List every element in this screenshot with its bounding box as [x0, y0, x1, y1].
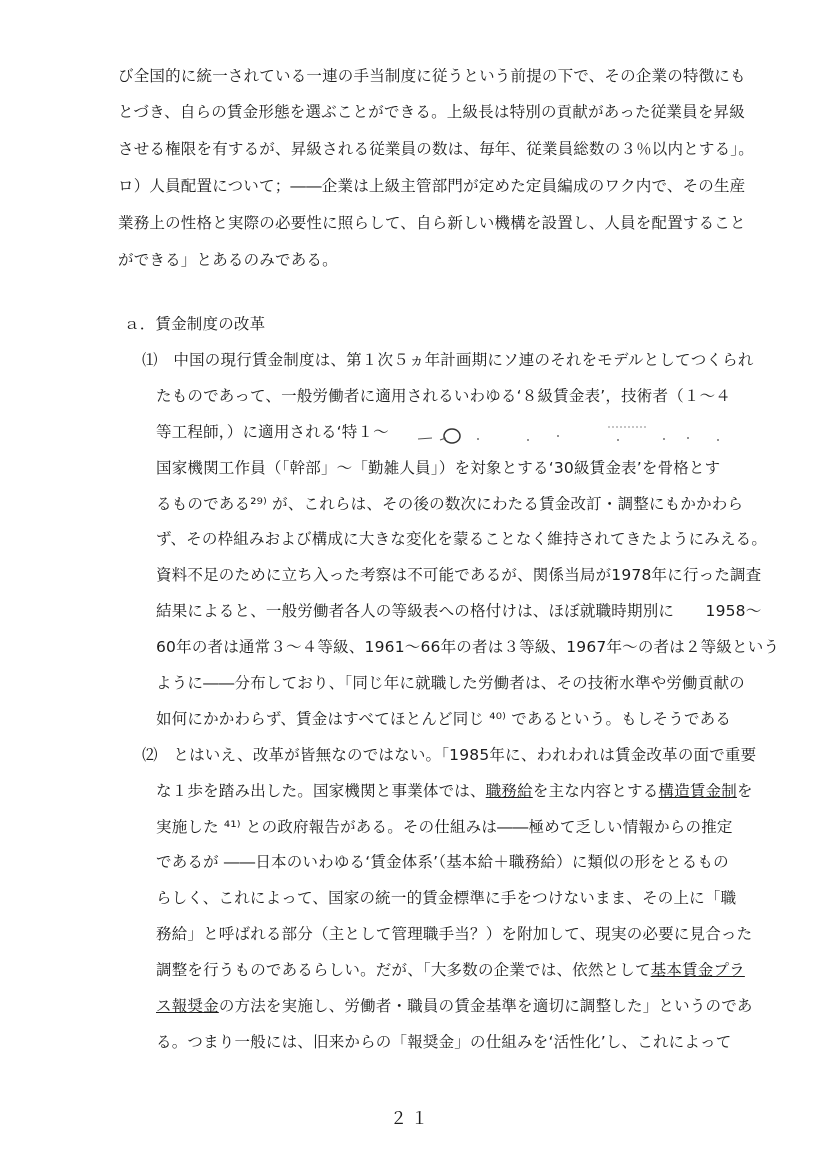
text-line: とづき、自らの賃金形態を選ぶことができる。上級長は特別の貢献があった従業員を昇級 [118, 103, 745, 121]
paragraph-line: 60年の者は通常３～４等級、1961～66年の者は３等級、1967年～の者は２等級という [156, 638, 780, 656]
paragraph-line: であるが ――日本のいわゆる‘賃金体系’（基本給＋職務給）に類似の形をとるもの [156, 853, 729, 871]
text-line: ロ）人員配置について；――企業は上級主管部門が定めた定員編成のワク内で、その生産 [118, 177, 746, 195]
paragraph-line [156, 781, 753, 801]
paragraph-line: る。つまり一般には、旧来からの「報奨金」の仕組みを‘活性化’し、これによって [156, 1033, 732, 1051]
paragraph-line: ⑴ 中国の現行賃金制度は、第１次５ヵ年計画期にソ連のそれをモデルとしてつくられ [142, 351, 754, 369]
paragraph-line: 結果によると、一般労働者各人の等級表への格付けは、ほぼ就職時期別に 1958～ [156, 602, 762, 620]
underlined-term: ス報奨金 [156, 997, 219, 1015]
text-line: ができる」とあるのみである。 [118, 251, 338, 269]
text-line: び全国的に統一されている一連の手当制度に従うという前提の下で、その企業の特徴にも [118, 67, 746, 85]
paragraph-line: たものであって、一般労働者に適用されるいわゆる‘８級賃金表’，技術者（１～４ [156, 387, 731, 405]
text-span: の方法を実施し、労働者・職員の賃金基準を適切に調整した」というのであ [218, 997, 753, 1015]
paragraph-line: ように――分布しており、「同じ年に就職した労働者は、その技術水準や労働貢献の [156, 674, 745, 692]
text-line: 業務上の性格と実際の必要性に照らして、自ら新しい機構を設置し、人員を配置すること [118, 214, 746, 232]
paragraph-line: らしく、これによって、国家の統一的賃金標準に手をつけないまま、その上に「職 [156, 889, 737, 907]
text-span: を主な内容とする [532, 782, 659, 800]
paragraph-line: るものである²⁹⁾ が、これらは、その後の数次にわたる賃金改訂・調整にもかかわら [156, 495, 744, 513]
underlined-term: 基本賃金プラ [650, 961, 745, 979]
underlined-term: 構造賃金制 [658, 782, 737, 800]
paragraph-line: 如何にかかわらず、賃金はすべてほとんど同じ ⁴⁰⁾ であるという。もしそうである [156, 710, 732, 728]
paragraph-line [156, 960, 745, 980]
paragraph-line: 等工程師，）に適用される‘特１～ [156, 423, 389, 441]
paragraph-line: ⑵ とはいえ、改革が皆無なのではない。「1985年に、われわれは賃金改革の面で重要 [142, 746, 757, 764]
text-span: 調整を行うものであるらしい。だが、「大多数の企業では、依然として [156, 961, 651, 979]
paragraph-line: 資料不足のために立ち入った考察は不可能であるが、関係当局が1978年に行った調査 [156, 566, 762, 584]
paragraph-line: 国家機関工作員（「幹部」～「勤雑人員」）を対象とする‘30級賃金表’を骨格とす [156, 459, 721, 477]
paragraph-line: 実施した ⁴¹⁾ との政府報告がある。その仕組みは――極めて乏しい情報からの推定 [156, 818, 733, 836]
page-number: ２１ [390, 1109, 432, 1129]
paragraph-line: 務給」と呼ばれる部分（主として管理職手当？）を附加して、現実の必要に見合った [156, 925, 753, 943]
paragraph-line: ず、その枠組みおよび構成に大きな変化を蒙ることなく維持されてきたようにみえる。 [156, 530, 768, 548]
paragraph-line [156, 996, 753, 1016]
scan-smudge [418, 424, 728, 446]
text-span: な１歩を踏み出した。国家機関と事業体では、 [156, 782, 486, 800]
text-line: させる権限を有するが、昇級される従業員の数は、毎年、従業員総数の３％以内とする」。 [118, 140, 754, 158]
text-span: を [736, 782, 753, 800]
section-heading: ａ．賃金制度の改革 [124, 315, 266, 333]
underlined-term: 職務給 [485, 782, 533, 800]
